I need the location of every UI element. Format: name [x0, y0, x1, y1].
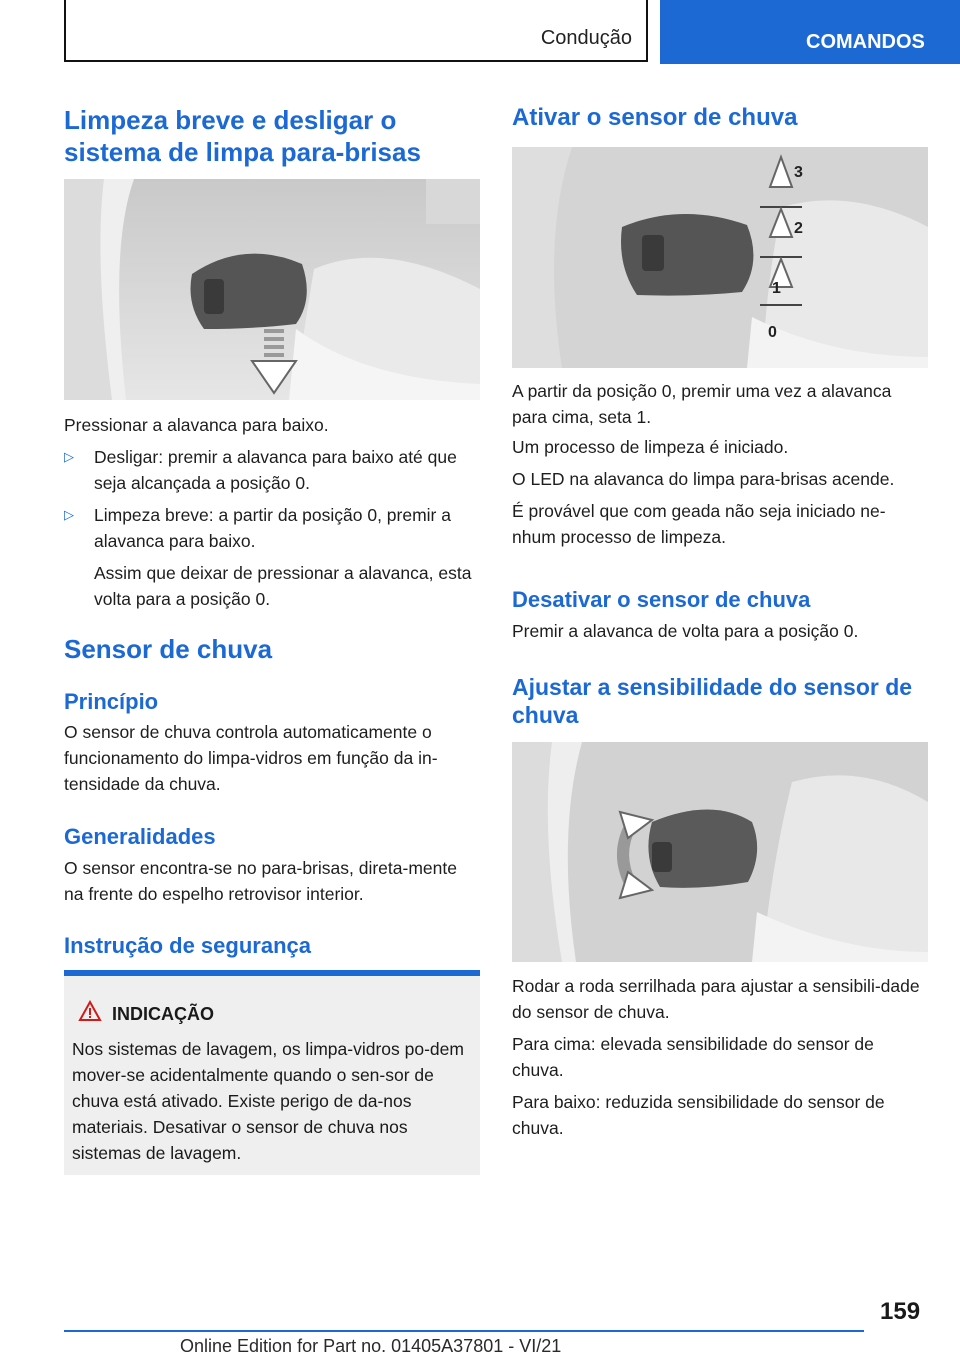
caption-press-down: Pressionar a alavanca para baixo. — [64, 415, 329, 435]
header-section-tab — [64, 0, 648, 62]
heading-principle: Princípio — [64, 689, 159, 714]
bullet-continuation: Assim que deixar de pressionar a alavanca, esta volta para a posição 0. — [94, 563, 472, 609]
header-chapter-tab — [660, 0, 960, 64]
lever-up-illustration — [512, 147, 928, 368]
thumbwheel-illustration — [512, 742, 928, 962]
bullet-triangle-icon: ▷ — [64, 507, 74, 522]
list-item: ▷ Limpeza breve: a partir da posição 0, premir a alavanca para baixo. — [64, 502, 480, 554]
principle-text: O sensor de chuva controla automaticamente o funcionamento do limpa-vidros em função da in-tensidade da chuva. — [64, 722, 438, 794]
heading-deactivate-sensor: Desativar o sensor de chuva — [512, 587, 811, 612]
svg-text:3: 3 — [794, 164, 803, 181]
footer-edition: Online Edition for Part no. 01405A37801 - VI/21 — [180, 1336, 562, 1356]
heading-activate-sensor: Ativar o sensor de chuva — [512, 104, 798, 131]
warning-title: INDICAÇÃO — [112, 1004, 214, 1024]
activate-note: É provável que com geada não seja iniciado ne-nhum processo de limpeza. — [512, 501, 886, 547]
header-section-label: Condução — [540, 27, 632, 49]
heading-adjust-sensitivity: Ajustar a sensibilidade do sensor de chuva — [512, 674, 913, 728]
svg-text:0: 0 — [768, 324, 777, 341]
footer-divider — [64, 1330, 864, 1332]
warning-text: Nos sistemas de lavagem, os limpa-vidros po-dem mover-se acidentalmente quando o sen-sor de chuva está ativado. Existe perigo de da-nos materiais. Desativar o sensor de chuva nos sistemas de lavagem. — [72, 1039, 464, 1163]
heading-safety: Instrução de segurança — [64, 933, 311, 958]
page-number: 159 — [880, 1298, 921, 1325]
heading-rain-sensor: Sensor de chuva — [64, 634, 273, 664]
warning-triangle-icon — [78, 1000, 102, 1022]
bullet-triangle-icon: ▷ — [64, 449, 74, 464]
title-brief-wipe: Limpeza breve e desligar o sistema de limpa para-brisas — [64, 105, 421, 167]
header-chapter-label: COMANDOS — [806, 31, 925, 53]
heading-general: Generalidades — [64, 824, 216, 849]
adjust-text-2: Para cima: elevada sensibilidade do sensor de chuva. — [512, 1034, 874, 1080]
list-item: ▷ Desligar: premir a alavanca para baixo até que seja alcançada a posição 0. — [64, 444, 480, 496]
activate-step-3: O LED na alavanca do limpa para-brisas acende. — [512, 469, 895, 489]
svg-text:1: 1 — [772, 280, 781, 297]
lever-down-illustration — [64, 179, 480, 400]
svg-text:2: 2 — [794, 220, 803, 237]
adjust-text-1: Rodar a roda serrilhada para ajustar a sensibili-dade do sensor de chuva. — [512, 976, 920, 1022]
general-text: O sensor encontra-se no para-brisas, direta-mente na frente do espelho retrovisor interior. — [64, 858, 457, 904]
warning-box — [64, 970, 480, 1175]
deactivate-text: Premir a alavanca de volta para a posição 0. — [512, 621, 859, 641]
adjust-text-3: Para baixo: reduzida sensibilidade do sensor de chuva. — [512, 1092, 885, 1138]
activate-step-1: A partir da posição 0, premir uma vez a alavanca para cima, seta 1. — [512, 381, 892, 427]
activate-step-2: Um processo de limpeza é iniciado. — [512, 437, 789, 457]
